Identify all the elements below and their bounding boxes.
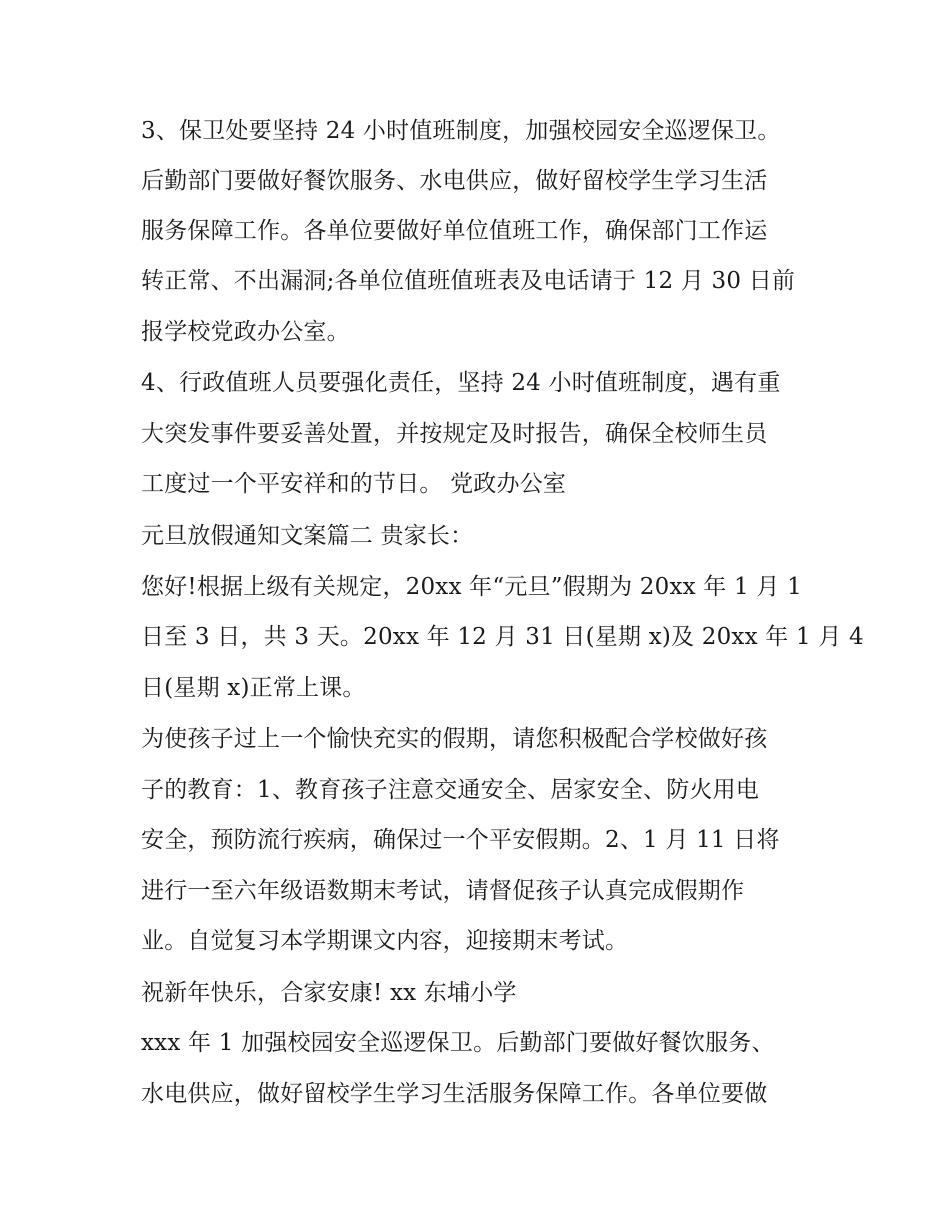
text-line: 后勤部门要做好餐饮服务、水电供应，做好留校学生学习生活 (141, 168, 768, 194)
text-line: 3、保卫处要坚持 24 小时值班制度，加强校园安全巡逻保卫。 (141, 118, 781, 144)
text-line: 祝新年快乐，合家安康! xx 东埔小学 (141, 980, 517, 1006)
text-line: 安全，预防流行疾病，确保过一个平安假期。2、1 月 11 日将 (141, 827, 780, 853)
text-line: 为使孩子过上一个愉快充实的假期，请您积极配合学校做好孩 (141, 726, 768, 752)
text-line: 工度过一个平安祥和的节日。 党政办公室 (141, 471, 567, 497)
text-line: 报学校党政办公室。 (141, 319, 350, 345)
text-line: 业。自觉复习本学期课文内容，迎接期末考试。 (141, 928, 629, 954)
text-line: 元旦放假通知文案篇二 贵家长： (141, 523, 474, 549)
text-line: 日(星期 x)正常上课。 (141, 675, 366, 701)
text-line: xxx 年 1 加强校园安全巡逻保卫。后勤部门要做好餐饮服务、 (141, 1030, 775, 1056)
text-line: 大突发事件要妥善处置，并按规定及时报告，确保全校师生员 (141, 421, 768, 447)
text-line: 日至 3 日，共 3 天。20xx 年 12 月 31 日(星期 x)及 20xx 年 1 月 4 (141, 624, 864, 650)
text-line: 您好!根据上级有关规定，20xx 年“元旦”假期为 20xx 年 1 月 1 (141, 574, 802, 600)
text-line: 子的教育：1、教育孩子注意交通安全、居家安全、防火用电 (141, 777, 760, 803)
text-line: 水电供应，做好留校学生学习生活服务保障工作。各单位要做 (141, 1081, 768, 1107)
text-line: 转正常、不出漏洞;各单位值班值班表及电话请于 12 月 30 日前 (141, 268, 796, 294)
text-line: 4、行政值班人员要强化责任，坚持 24 小时值班制度，遇有重 (141, 370, 781, 396)
text-line: 进行一至六年级语数期末考试，请督促孩子认真完成假期作 (141, 878, 745, 904)
text-line: 服务保障工作。各单位要做好单位值班工作，确保部门工作运 (141, 218, 768, 244)
